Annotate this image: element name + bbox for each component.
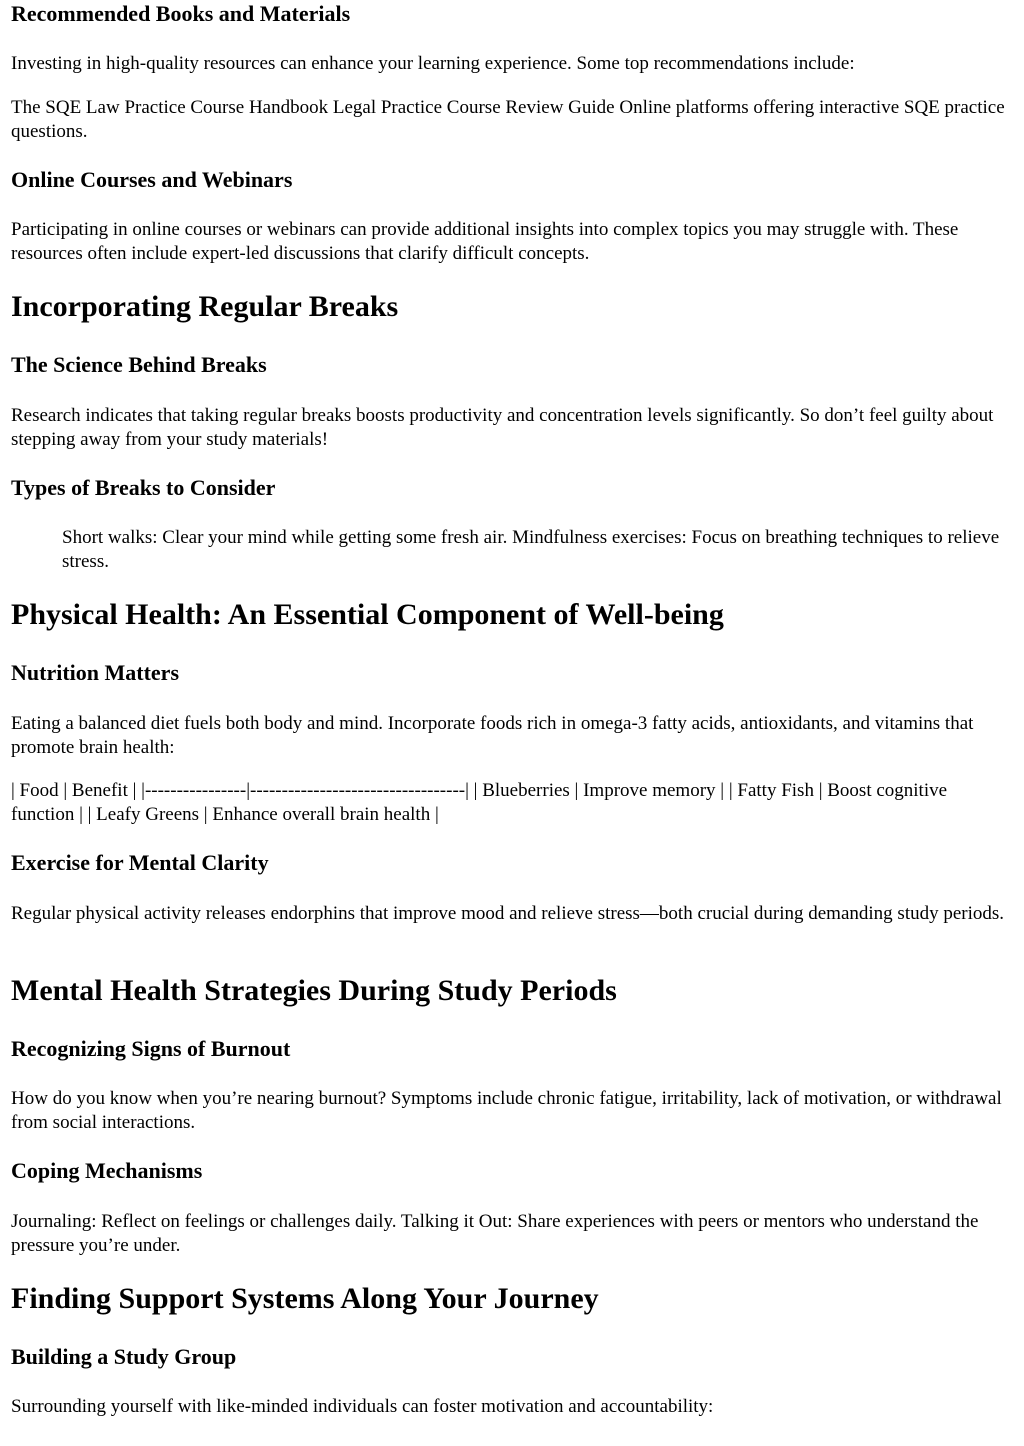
blockquote-types-breaks: Short walks: Clear your mind while getting some fresh air. Mindfulness exercises: Focus on breathing techniques to relieve stress. bbox=[62, 527, 1000, 572]
paragraph-nutrition: Eating a balanced diet fuels both body and mind. Incorporate foods rich in omega-3 fatty acids, antioxidants, and vitamins that promote brain health: bbox=[11, 713, 974, 758]
heading-coping: Coping Mechanisms bbox=[11, 1158, 203, 1183]
heading-physical-health: Physical Health: An Essential Component of Well-being bbox=[11, 598, 724, 631]
heading-support-systems: Finding Support Systems Along Your Journey bbox=[11, 1282, 599, 1315]
paragraph-exercise: Regular physical activity releases endorphins that improve mood and relieve stress—both crucial during demanding study periods. bbox=[11, 903, 1005, 924]
heading-nutrition: Nutrition Matters bbox=[11, 660, 180, 685]
heading-burnout: Recognizing Signs of Burnout bbox=[11, 1036, 291, 1061]
paragraph-burnout: How do you know when you’re nearing burnout? Symptoms include chronic fatigue, irritability, lack of motivation, or withdrawal from social interactions. bbox=[11, 1088, 1002, 1133]
heading-recommended-books: Recommended Books and Materials bbox=[11, 1, 351, 26]
paragraph-recommended-list: The SQE Law Practice Course Handbook Legal Practice Course Review Guide Online platforms offering interactive SQE practice questions. bbox=[11, 97, 1005, 142]
heading-regular-breaks: Incorporating Regular Breaks bbox=[11, 290, 399, 323]
paragraph-coping: Journaling: Reflect on feelings or challenges daily. Talking it Out: Share experiences with peers or mentors who understand the pressure you’re under. bbox=[11, 1211, 979, 1256]
heading-exercise: Exercise for Mental Clarity bbox=[11, 850, 269, 875]
heading-science-breaks: The Science Behind Breaks bbox=[11, 352, 267, 377]
heading-online-courses: Online Courses and Webinars bbox=[11, 167, 293, 192]
paragraph-science-breaks: Research indicates that taking regular breaks boosts productivity and concentration levels significantly. So don’t feel guilty about stepping away from your study materials! bbox=[11, 405, 994, 450]
heading-study-group: Building a Study Group bbox=[11, 1344, 237, 1369]
paragraph-nutrition-table: | Food | Benefit | |----------------|----------------------------------| | Blueberries | Improve memory | | Fatty Fish | Boost cognitive function | | Leafy Greens | Enhance overall brain health | bbox=[11, 780, 948, 825]
heading-types-breaks: Types of Breaks to Consider bbox=[11, 475, 276, 500]
paragraph-study-group: Surrounding yourself with like-minded individuals can foster motivation and accountability: bbox=[11, 1396, 714, 1417]
heading-mental-health: Mental Health Strategies During Study Periods bbox=[11, 974, 617, 1007]
paragraph-recommended-intro: Investing in high-quality resources can enhance your learning experience. Some top recommendations include: bbox=[11, 53, 855, 74]
paragraph-online-courses: Participating in online courses or webinars can provide additional insights into complex topics you may struggle with. These resources often include expert-led discussions that clarify difficult concepts. bbox=[11, 219, 959, 264]
